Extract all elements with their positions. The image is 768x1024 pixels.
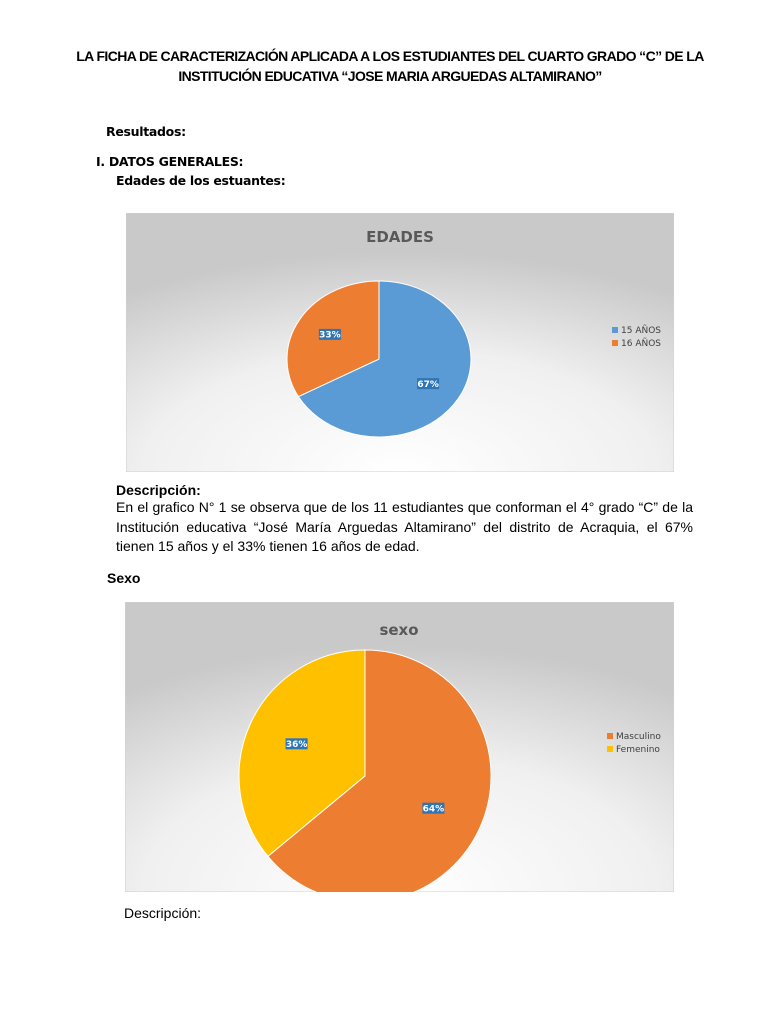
description-heading: Descripción: <box>116 482 201 498</box>
edades-chart <box>126 213 674 472</box>
resultados-label: Resultados: <box>106 124 186 139</box>
chart-title: EDADES <box>366 228 434 246</box>
legend-swatch <box>607 746 613 752</box>
data-label-text: 64% <box>422 804 445 815</box>
edades-pie-chart <box>126 213 674 472</box>
section-heading: I. DATOS GENERALES: <box>96 154 244 169</box>
legend-label: Masculino <box>616 732 661 742</box>
data-label <box>422 803 444 815</box>
subheading-edades: Edades de los estuantes: <box>116 173 286 188</box>
chart-title: sexo <box>379 621 419 639</box>
data-label-text: 67% <box>417 379 439 390</box>
legend-label: 15 AÑOS <box>621 326 661 336</box>
description-2-label: Descripción: <box>124 905 202 921</box>
data-label <box>286 738 308 750</box>
title-line-2: INSTITUCIÓN EDUCATIVA “JOSE MARIA ARGUEDAS ALTAMIRANO” <box>178 68 602 84</box>
sexo-chart <box>125 602 674 892</box>
data-label-text: 33% <box>319 330 341 341</box>
legend-swatch <box>612 327 618 333</box>
legend-label: Femenino <box>616 745 660 755</box>
description-text: En el grafico N° 1 se observa que de los 11 estudiantes que conforman el 4° grado “C” de la Institución educativa “José María Arguedas Altamirano” del distrito de Acraquia, el 67% tienen 15 años y el 33% tienen 16 años de edad. <box>116 499 693 554</box>
data-label <box>417 378 439 390</box>
legend-swatch <box>607 733 613 739</box>
sexo-pie-chart <box>125 602 674 892</box>
data-label-text: 36% <box>285 740 308 751</box>
title-line-1: LA FICHA DE CARACTERIZACIÓN APLICADA A LOS ESTUDIANTES DEL CUARTO GRADO “C” DE LA <box>76 48 704 64</box>
data-label <box>319 329 341 341</box>
document-title <box>60 46 720 86</box>
sexo-heading: Sexo <box>107 570 141 586</box>
legend-label: 16 AÑOS <box>621 339 661 349</box>
legend-swatch <box>612 340 618 346</box>
legend-entry <box>607 732 661 742</box>
